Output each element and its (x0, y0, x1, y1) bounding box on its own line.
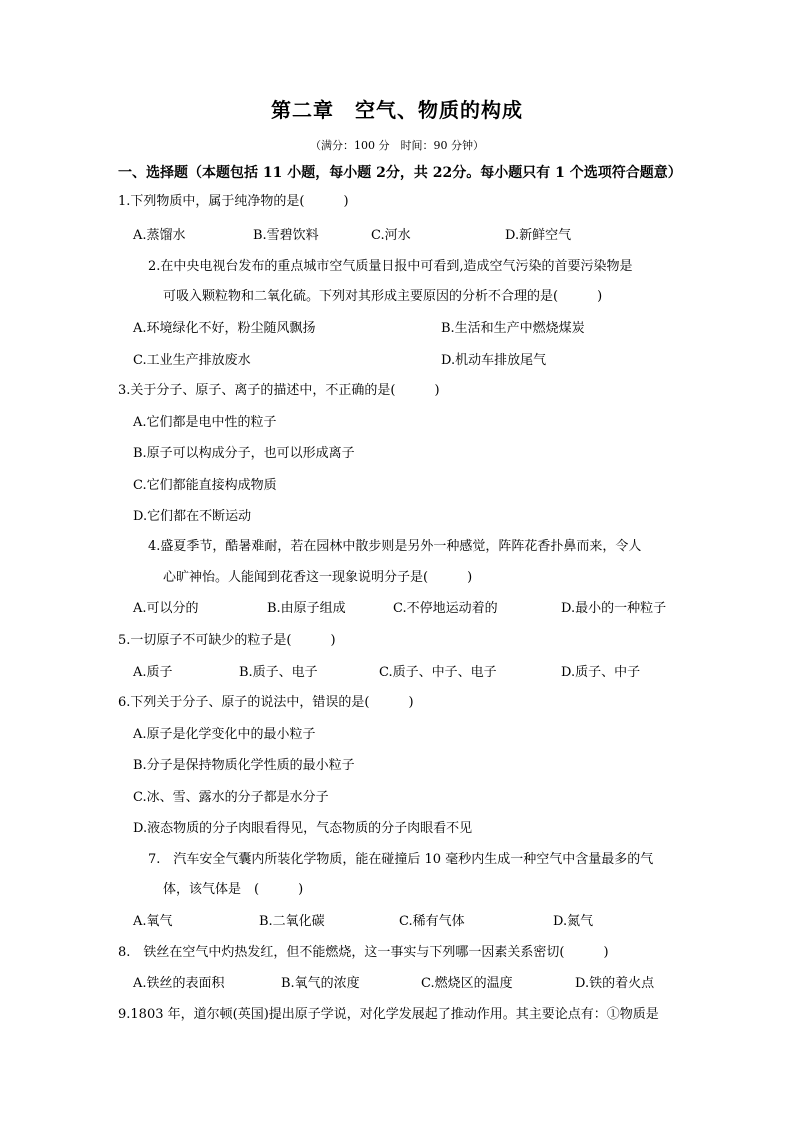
question-1-option-b: B.雪碧饮料 (253, 228, 319, 243)
question-1-option-d: D.新鲜空气 (505, 228, 572, 243)
exam-info: （满分：100 分 时间：90 分钟） (310, 139, 484, 152)
question-3-option-a: A.它们都是电中性的粒子 (133, 415, 277, 430)
section-heading: 一、选择题（本题包括 11 小题，每小题 2分，共 22分。每小题只有 1 个选项符合题意） (118, 165, 682, 181)
question-4-option-c: C.不停地运动着的 (393, 601, 498, 616)
question-2-option-a: A.环境绿化不好，粉尘随风飘扬 (133, 321, 316, 336)
question-2-option-b: B.生活和生产中燃烧煤炭 (441, 321, 585, 336)
question-6-option-a: A.原子是化学变化中的最小粒子 (133, 727, 316, 742)
question-2-option-c: C.工业生产排放废水 (133, 353, 251, 368)
question-7-option-b: B.二氧化碳 (259, 914, 325, 929)
question-7-stem-line-1: 7. 汽车安全气囊内所装化学物质，能在碰撞后 10 毫秒内生成一种空气中含量最多的气 (148, 852, 654, 867)
question-3-stem: 3.关于分子、原子、离子的描述中，不正确的是( ) (118, 383, 440, 398)
question-4-option-d: D.最小的一种粒子 (561, 601, 667, 616)
question-6-stem: 6.下列关于分子、原子的说法中，错误的是( ) (118, 695, 414, 710)
question-7-option-d: D.氮气 (553, 914, 594, 929)
question-1-option-c: C.河水 (371, 228, 411, 243)
question-6-option-d: D.液态物质的分子肉眼看得见，气态物质的分子肉眼看不见 (133, 821, 473, 836)
question-5-option-d: D.质子、中子 (561, 665, 641, 680)
question-5-option-c: C.质子、中子、电子 (379, 665, 497, 680)
question-8-option-d: D.铁的着火点 (575, 976, 655, 991)
question-3-option-c: C.它们都能直接构成物质 (133, 478, 277, 493)
question-1-stem: 1.下列物质中，属于纯净物的是( ) (118, 194, 349, 209)
question-4-option-b: B.由原子组成 (267, 601, 346, 616)
page-title: 第二章 空气、物质的构成 (271, 98, 523, 122)
question-5-stem: 5.一切原子不可缺少的粒子是( ) (118, 633, 336, 648)
question-6-option-b: B.分子是保持物质化学性质的最小粒子 (133, 758, 355, 773)
question-3-option-b: B.原子可以构成分子，也可以形成离子 (133, 446, 355, 461)
question-2-option-d: D.机动车排放尾气 (441, 353, 547, 368)
question-2-stem-line-1: 2.在中央电视台发布的重点城市空气质量日报中可看到,造成空气污染的首要污染物是 (148, 259, 633, 274)
question-8-option-c: C.燃烧区的温度 (421, 976, 513, 991)
question-7-stem-line-2: 体，该气体是 ( ) (163, 882, 304, 897)
question-8-option-a: A.铁丝的表面积 (133, 976, 225, 991)
question-5-option-a: A.质子 (133, 665, 173, 680)
question-4-stem-line-1: 4.盛夏季节，酷暑难耐，若在园林中散步则是另外一种感觉，阵阵花香扑鼻而来，令人 (148, 539, 642, 554)
question-2-stem-line-2: 可吸入颗粒物和二氧化硫。下列对其形成主要原因的分析不合理的是( ) (163, 289, 603, 304)
question-8-stem: 8. 铁丝在空气中灼热发红，但不能燃烧，这一事实与下列哪一因素关系密切( ) (118, 945, 609, 960)
question-4-stem-line-2: 心旷神怡。人能闻到花香这一现象说明分子是( ) (163, 570, 473, 585)
question-5-option-b: B.质子、电子 (239, 665, 318, 680)
question-9-stem: 9.1803 年，道尔顿(英国)提出原子学说，对化学发展起了推动作用。其主要论点有：①物质是 (118, 1007, 659, 1022)
question-1-option-a: A.蒸馏水 (133, 228, 186, 243)
question-6-option-c: C.冰、雪、露水的分子都是水分子 (133, 790, 329, 805)
question-7-option-c: C.稀有气体 (399, 914, 465, 929)
question-3-option-d: D.它们都在不断运动 (133, 509, 252, 524)
question-4-option-a: A.可以分的 (133, 601, 199, 616)
question-8-option-b: B.氧气的浓度 (281, 976, 360, 991)
question-7-option-a: A.氧气 (133, 914, 173, 929)
